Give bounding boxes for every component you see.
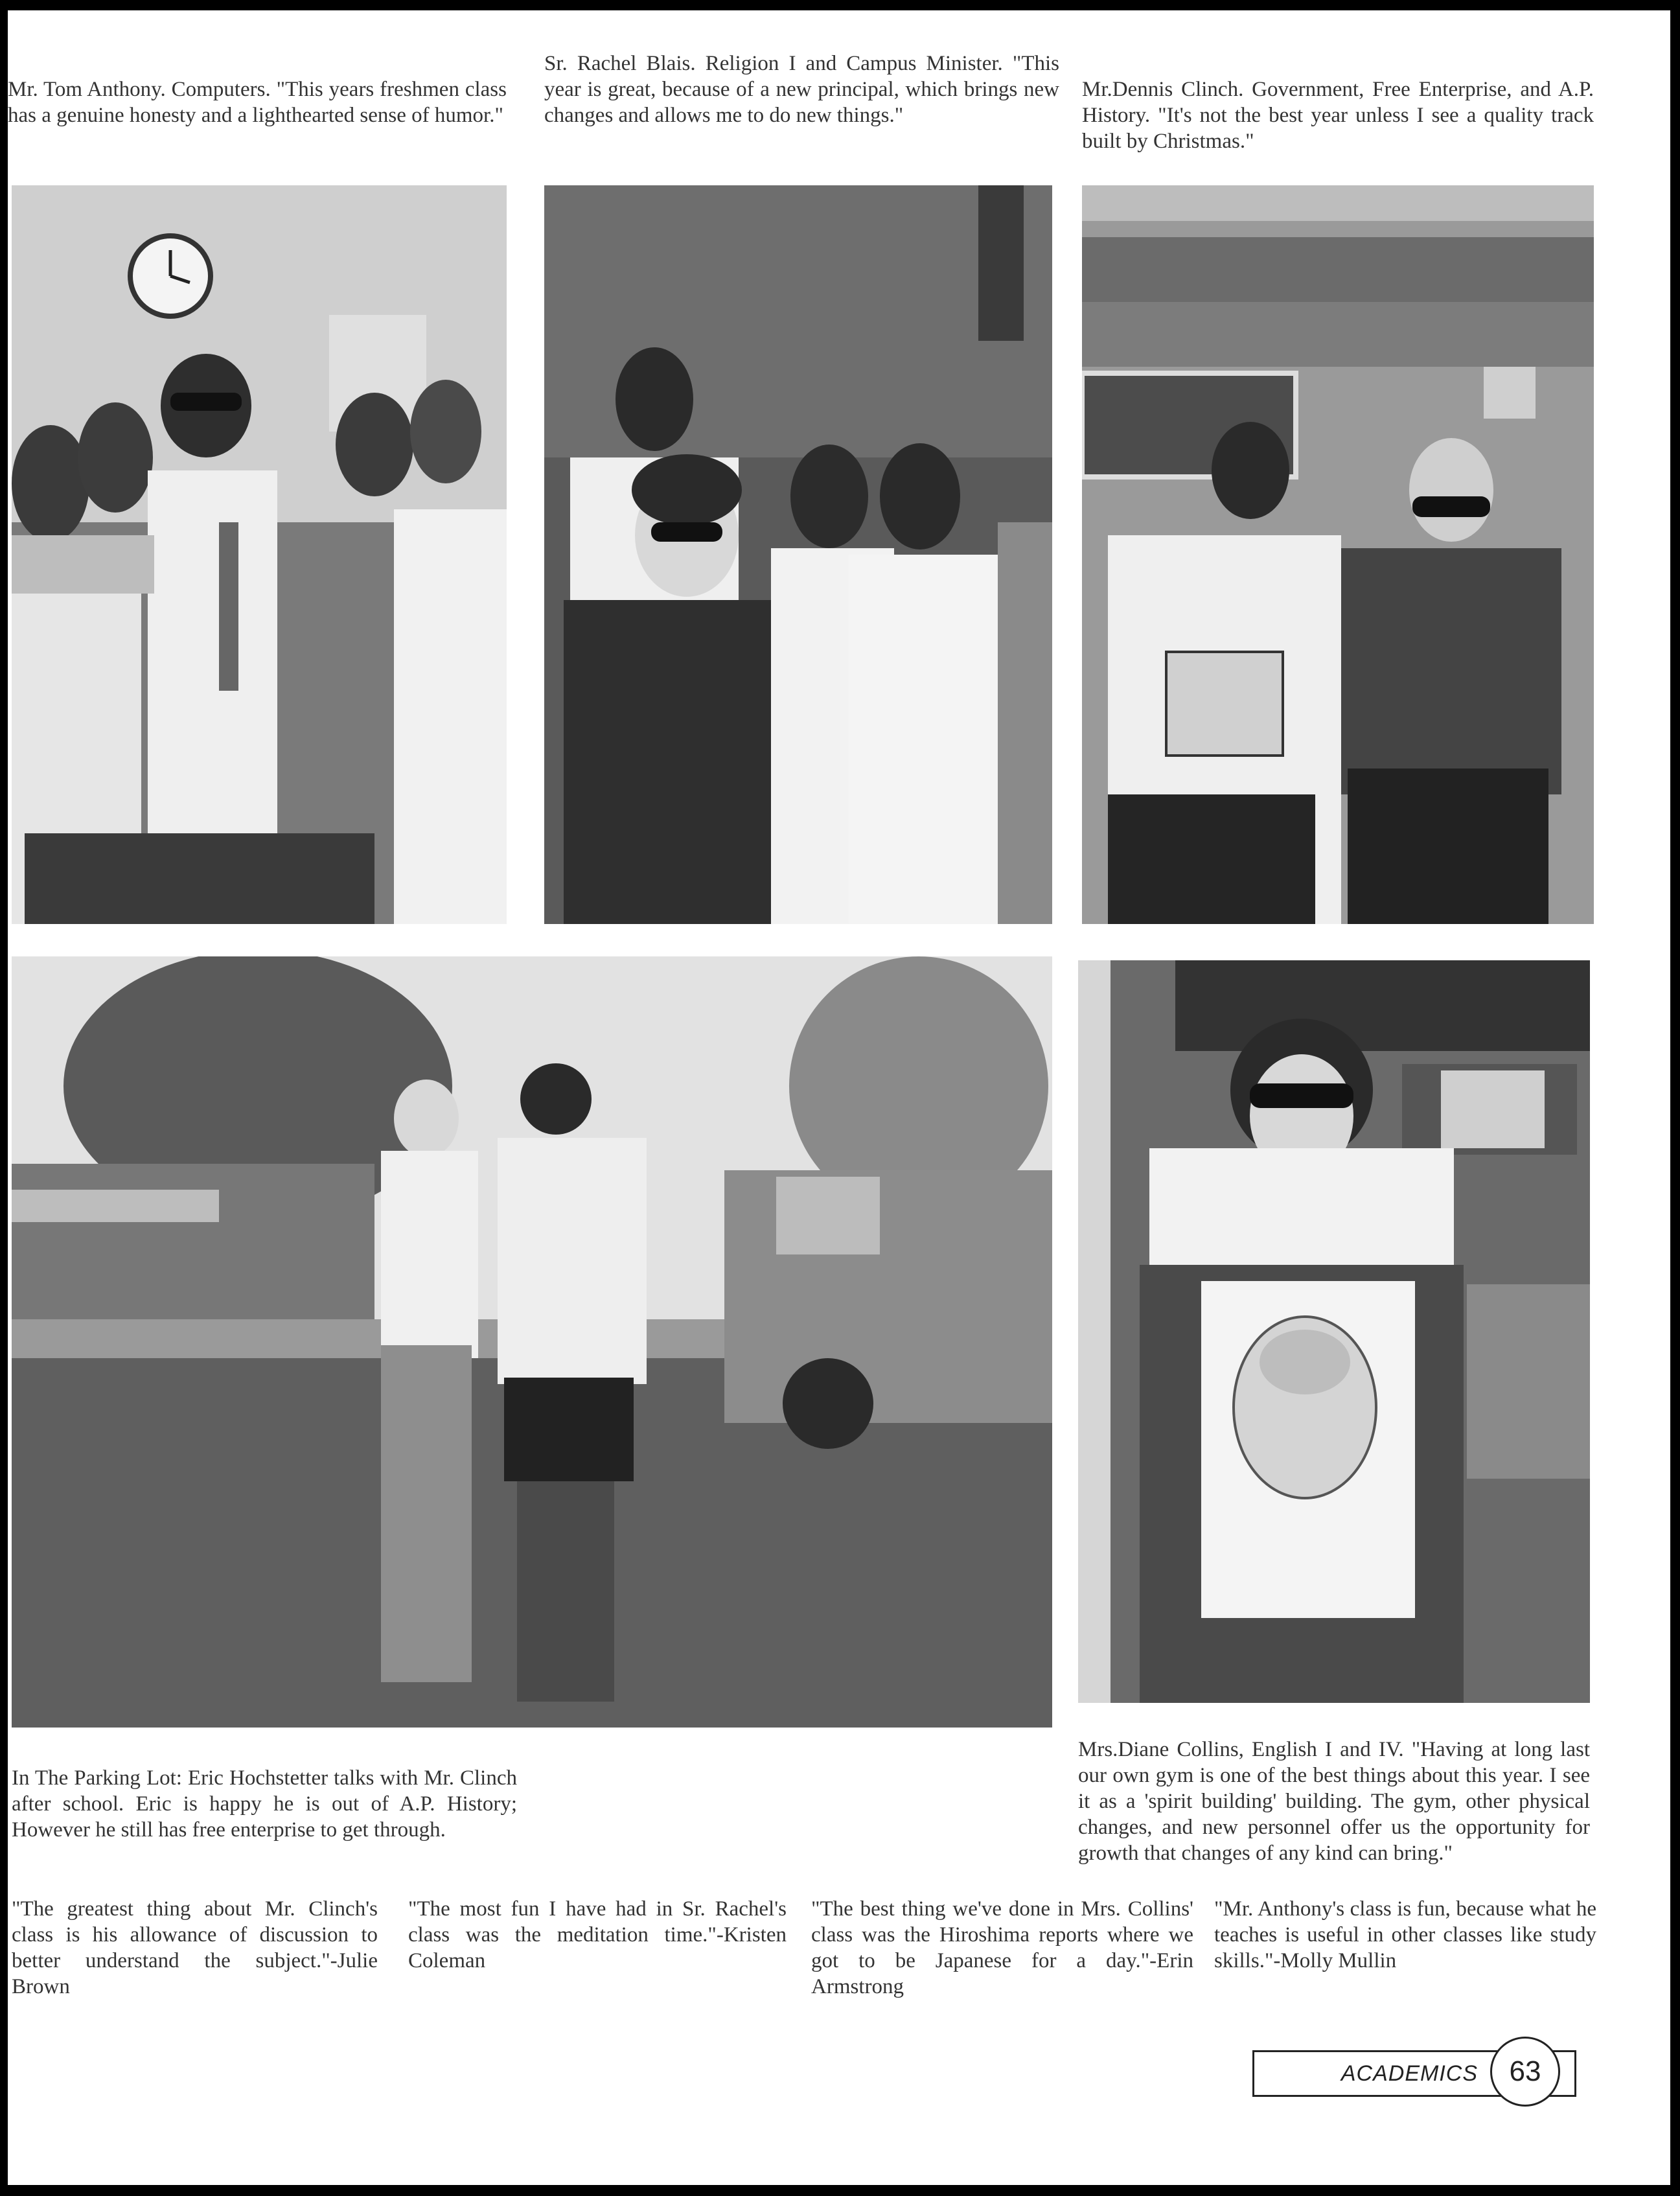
caption-blais: Sr. Rachel Blais. Religion I and Campus Minister. "This year is great, because of a new principal, which brings new changes and allows me to do new things." xyxy=(544,52,1059,127)
teacher-and-student-in-parking-lot-icon xyxy=(12,956,1052,1728)
quote-julie-brown: "The greatest thing about Mr. Clinch's class is his allowance of discussion to better understand the subject."-Julie Brown xyxy=(12,1897,378,1998)
quote-erin-armstrong: "The best thing we've done in Mrs. Collins' class was the Hiroshima reports where we got to be Japanese for a day."-Erin Armstrong xyxy=(811,1897,1193,1998)
caption-anthony: Mr. Tom Anthony. Computers. "This years freshmen class has a genuine honesty and a lighthearted sense of humor." xyxy=(8,78,507,127)
photo-anthony xyxy=(12,185,507,924)
teacher-at-podium-with-cartoon-cat-poster-icon xyxy=(1078,960,1590,1703)
student-holding-book-beside-teacher-icon xyxy=(1082,185,1594,924)
caption-collins: Mrs.Diane Collins, English I and IV. "Having at long last our own gym is one of the best things about this year. I see it as a 'spirit building' building. The gym, other physical changes, and new personnel offer us the opportunity for growth that changes of any kind can bring." xyxy=(1078,1738,1590,1865)
photo-parking-lot xyxy=(12,956,1052,1728)
group-of-students-with-teacher-in-sunglasses-icon xyxy=(12,185,507,924)
photo-clinch xyxy=(1082,185,1594,924)
caption-clinch: Mr.Dennis Clinch. Government, Free Enterprise, and A.P. History. "It's not the best year unless I see a quality track built by Christmas." xyxy=(1082,78,1594,153)
yearbook-page xyxy=(8,10,1670,2185)
photo-blais xyxy=(544,185,1052,924)
page-number: 63 xyxy=(1490,2037,1560,2107)
quote-kristen-coleman: "The most fun I have had in Sr. Rachel's class was the meditation time."-Kristen Coleman xyxy=(408,1897,787,1972)
photo-collins xyxy=(1078,960,1590,1703)
quote-molly-mullin: "Mr. Anthony's class is fun, because what he teaches is useful in other classes like study skills."-Molly Mullin xyxy=(1214,1897,1596,1972)
section-label: ACADEMICS xyxy=(1341,2061,1478,2086)
caption-parking-lot: In The Parking Lot: Eric Hochstetter talks with Mr. Clinch after school. Eric is happy he is out of A.P. History; However he still has free enterprise to get through. xyxy=(12,1766,517,1842)
teacher-in-sunglasses-with-students-icon xyxy=(544,185,1052,924)
